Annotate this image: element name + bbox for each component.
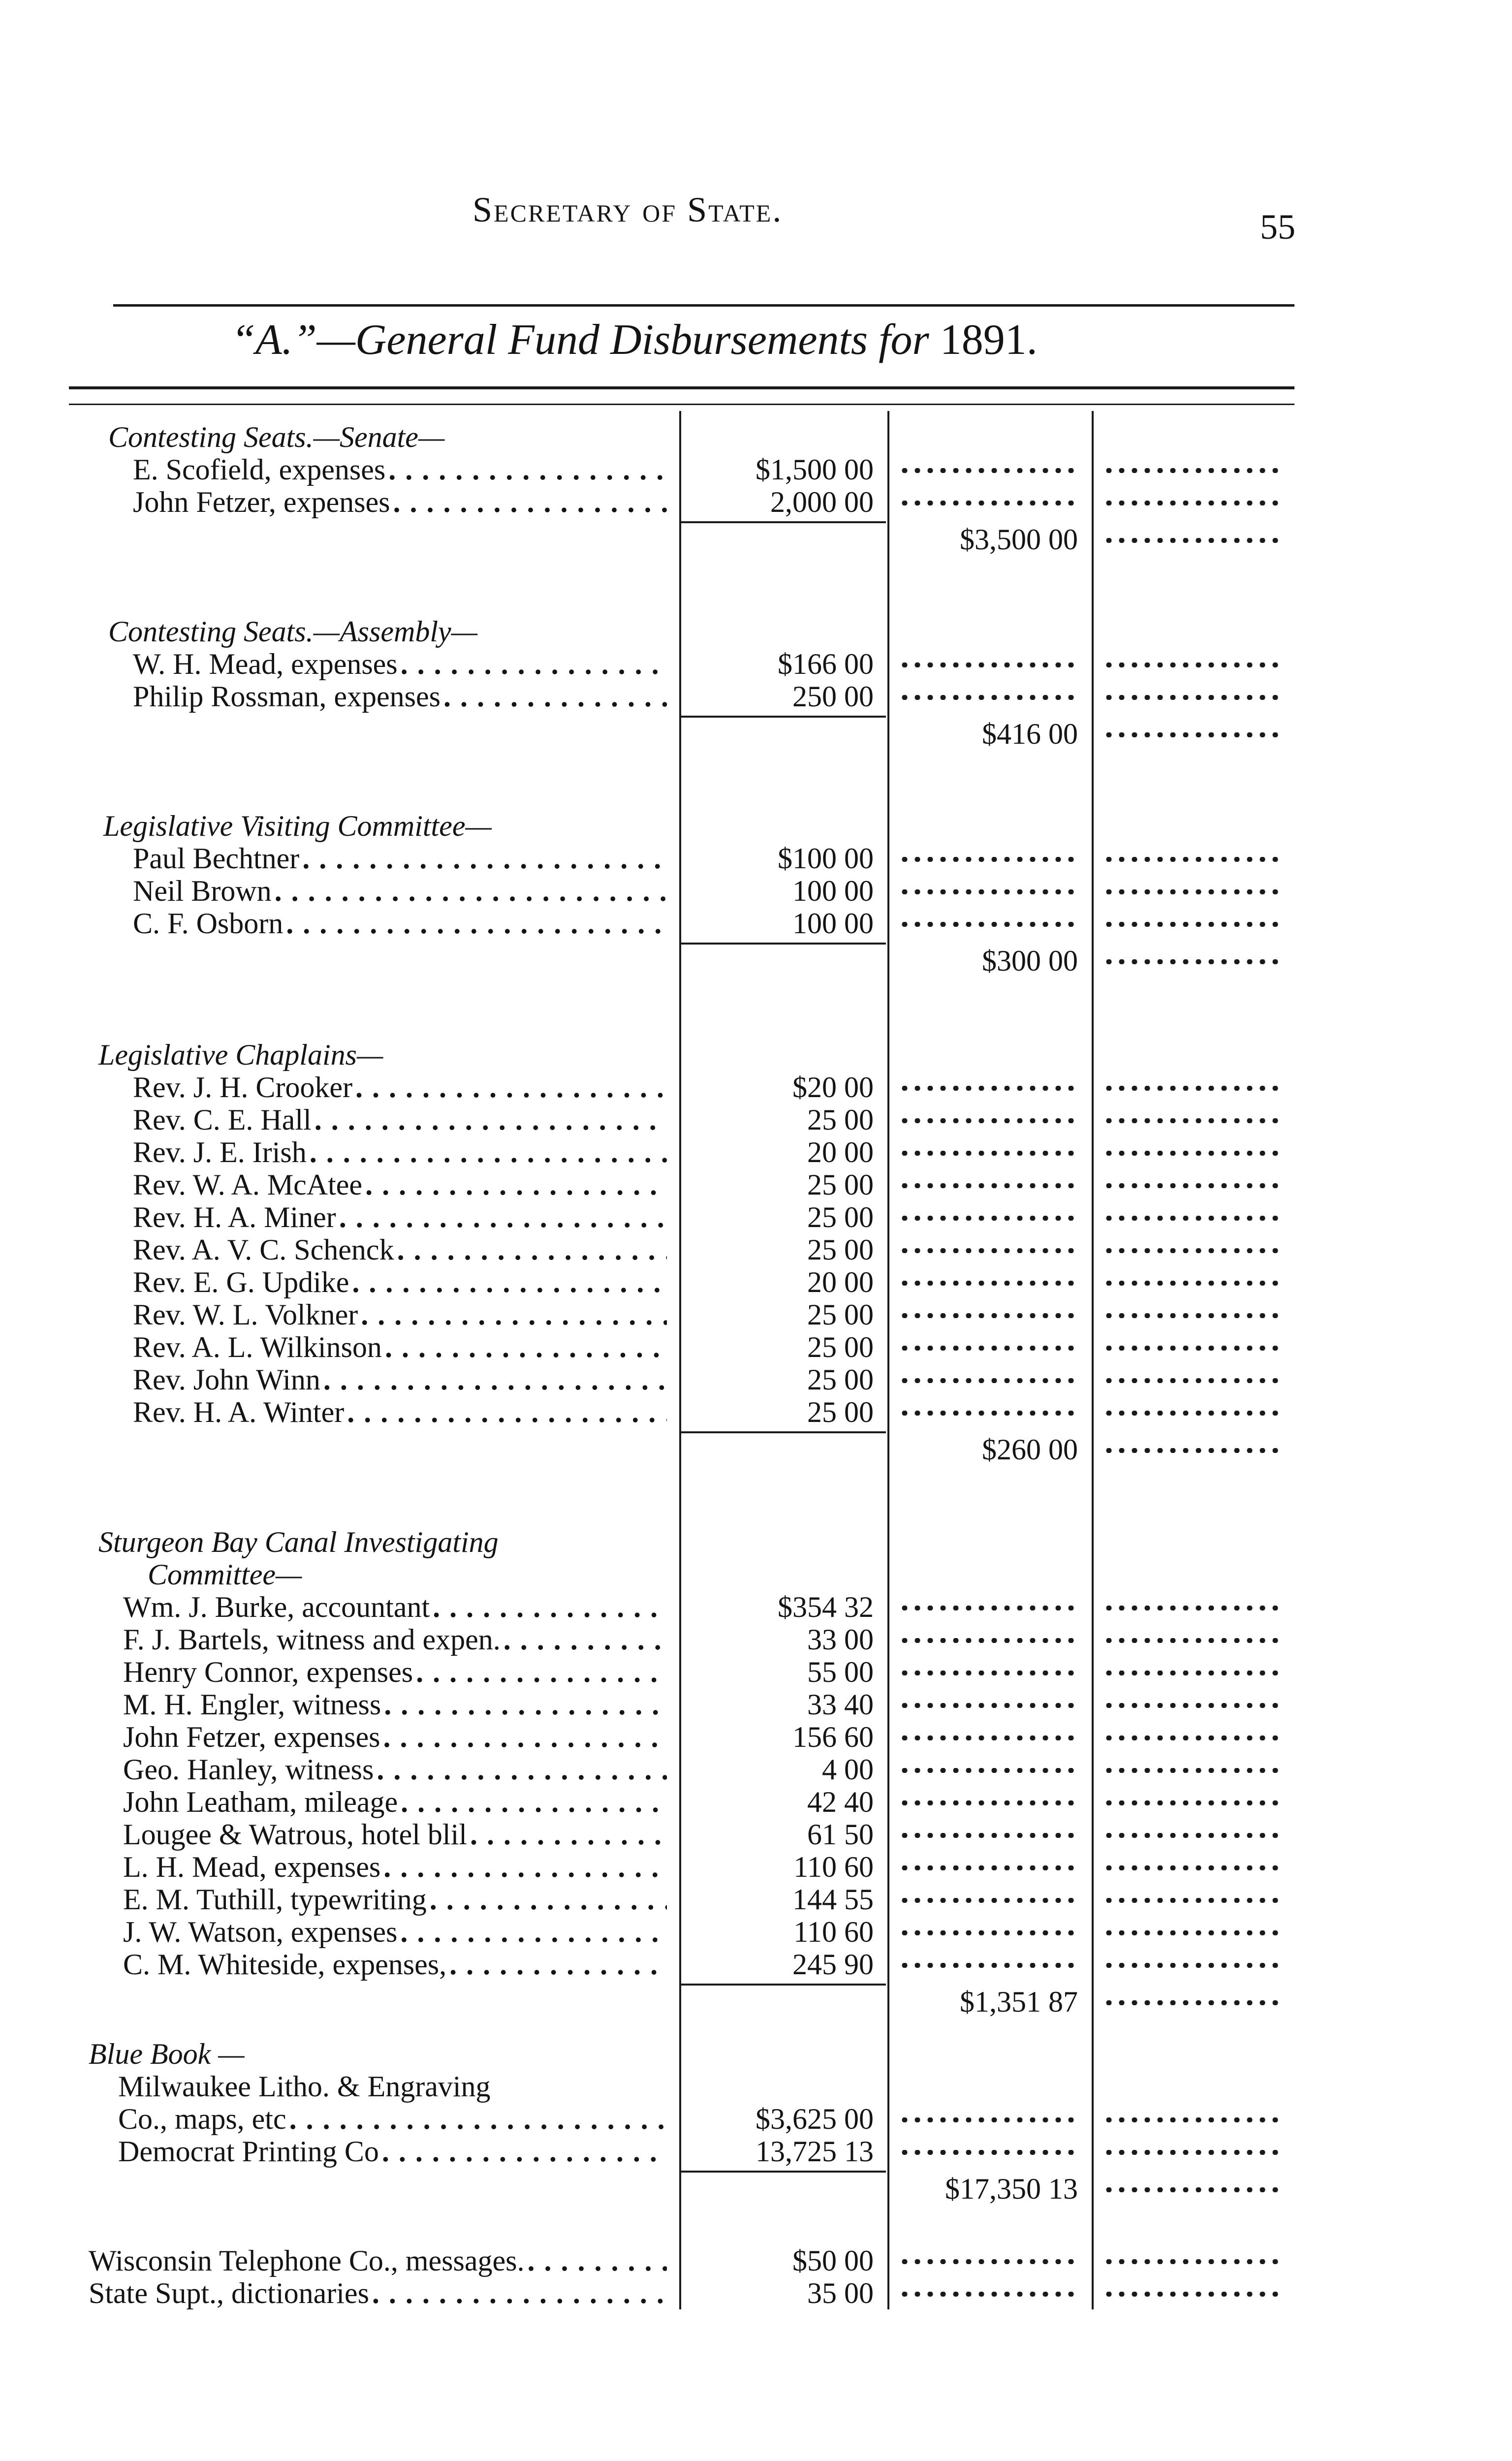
ledger-row bbox=[0, 1753, 1512, 1786]
amount: 25 00 bbox=[807, 1233, 874, 1266]
payee-name-text: Rev. W. L. Volkner bbox=[133, 1298, 361, 1331]
payee-name bbox=[123, 1656, 667, 1688]
ledger-row bbox=[0, 1721, 1512, 1753]
column-rule bbox=[887, 2028, 889, 2269]
payee-name bbox=[133, 1104, 667, 1136]
leader-dots bbox=[1102, 1735, 1285, 1740]
amount: 250 00 bbox=[792, 680, 874, 713]
amount: 25 00 bbox=[807, 1331, 874, 1363]
section-heading-text: Contesting Seats.—Senate— bbox=[108, 421, 445, 453]
leader-dots bbox=[898, 501, 1078, 505]
leader-dots bbox=[1102, 2000, 1285, 2005]
leader-dots bbox=[898, 1898, 1078, 1903]
payee-name-text: State Supt., dictionaries bbox=[89, 2277, 372, 2309]
leader-dots bbox=[898, 2259, 1078, 2264]
section-total: $17,350 13 bbox=[945, 2173, 1078, 2205]
payee-name bbox=[89, 2244, 667, 2277]
amount: 245 90 bbox=[792, 1948, 874, 1981]
leader-dots bbox=[898, 1735, 1078, 1740]
ledger-row bbox=[0, 453, 1512, 486]
ledger-row bbox=[0, 875, 1512, 907]
ledger-row bbox=[0, 1233, 1512, 1266]
payee-name-text: Rev. H. A. Miner bbox=[133, 1201, 339, 1233]
column-rule bbox=[1092, 2028, 1094, 2269]
leader-dots bbox=[898, 1118, 1078, 1123]
leader-dots bbox=[1102, 1448, 1285, 1453]
leader-dots bbox=[898, 1248, 1078, 1253]
section-total-row bbox=[0, 945, 1512, 977]
leader-dots bbox=[1102, 959, 1285, 964]
payee-name-text: E. Scofield, expenses bbox=[133, 453, 388, 486]
payee-name bbox=[133, 486, 667, 518]
leader-dots bbox=[898, 1833, 1078, 1838]
payee-name-text: Rev. John Winn bbox=[133, 1363, 323, 1396]
payee-name bbox=[133, 1168, 667, 1201]
payee-name-text: Co., maps, etc bbox=[118, 2103, 289, 2135]
payee-name bbox=[123, 1721, 667, 1753]
payee-name bbox=[133, 1233, 667, 1266]
ledger-row bbox=[0, 648, 1512, 680]
section-total: $3,500 00 bbox=[960, 523, 1078, 556]
payee-name bbox=[133, 648, 667, 680]
ledger-row bbox=[0, 1298, 1512, 1331]
payee-name bbox=[123, 1688, 667, 1721]
payee-name-text: Rev. A. V. C. Schenck bbox=[133, 1233, 397, 1266]
leader-dots bbox=[898, 1183, 1078, 1188]
amount: 156 60 bbox=[792, 1721, 874, 1753]
payee-name-text: E. M. Tuthill, typewriting bbox=[123, 1883, 430, 1916]
payee-name bbox=[133, 453, 667, 486]
ledger-row bbox=[0, 842, 1512, 875]
leader-dots bbox=[1102, 695, 1285, 700]
leader-dots bbox=[1102, 2187, 1285, 2192]
ledger-row bbox=[0, 1883, 1512, 1916]
section-total-row bbox=[0, 1433, 1512, 1466]
section-heading-text: Blue Book — bbox=[89, 2038, 245, 2070]
ledger-row bbox=[0, 1136, 1512, 1168]
ledger-row bbox=[0, 1623, 1512, 1656]
section-heading bbox=[0, 810, 1512, 842]
leader-dots bbox=[898, 695, 1078, 700]
payee-name-text: M. H. Engler, witness bbox=[123, 1688, 384, 1721]
leader-dots bbox=[1102, 538, 1285, 543]
payee-name-text: Rev. C. E. Hall bbox=[133, 1104, 315, 1136]
payee-name-text: Philip Rossman, expenses bbox=[133, 680, 443, 713]
amount: $3,625 00 bbox=[756, 2103, 874, 2135]
leader-dots bbox=[898, 1638, 1078, 1643]
payee-name-text: L. H. Mead, expenses bbox=[123, 1851, 383, 1883]
leader-dots bbox=[1102, 857, 1285, 862]
column-rule bbox=[679, 1516, 681, 2082]
section-total-row bbox=[0, 718, 1512, 750]
leader-dots bbox=[898, 1151, 1078, 1156]
ledger-row bbox=[0, 1591, 1512, 1623]
amount: 20 00 bbox=[807, 1266, 874, 1298]
payee-name bbox=[133, 1363, 667, 1396]
ledger-row bbox=[0, 680, 1512, 713]
section-heading bbox=[0, 2038, 1512, 2070]
payee-name bbox=[133, 1331, 667, 1363]
payee-name bbox=[133, 1201, 667, 1233]
amount: 35 00 bbox=[807, 2277, 874, 2309]
payee-name-text: Geo. Hanley, witness bbox=[123, 1753, 377, 1786]
leader-dots bbox=[898, 2150, 1078, 2155]
section-heading-text: Legislative Visiting Committee— bbox=[103, 810, 492, 842]
payee-name-text: W. H. Mead, expenses bbox=[133, 648, 401, 680]
section-total: $416 00 bbox=[982, 718, 1078, 750]
amount: 55 00 bbox=[807, 1656, 874, 1688]
payee-name-text: F. J. Bartels, witness and expen. bbox=[123, 1623, 504, 1656]
payee-name bbox=[133, 1266, 667, 1298]
ledger-row bbox=[0, 1168, 1512, 1201]
leader-dots bbox=[1102, 501, 1285, 505]
payee-name-text: Rev. E. G. Updike bbox=[133, 1266, 352, 1298]
leader-dots bbox=[898, 1313, 1078, 1318]
ledger-row bbox=[0, 1851, 1512, 1883]
leader-dots bbox=[898, 1378, 1078, 1383]
amount: $166 00 bbox=[778, 648, 874, 680]
payee-name-text: Rev. H. A. Winter bbox=[133, 1396, 347, 1428]
amount: $100 00 bbox=[778, 842, 874, 875]
column-rule bbox=[679, 2235, 681, 2309]
payee-name bbox=[89, 2277, 667, 2309]
leader-dots bbox=[1102, 1833, 1285, 1838]
payee-name bbox=[133, 907, 667, 940]
running-head: Secretary of State. bbox=[472, 190, 783, 229]
column-rule bbox=[1092, 2235, 1094, 2309]
section-heading-text: Legislative Chaplains— bbox=[98, 1039, 383, 1071]
payee-name-text: Wisconsin Telephone Co., messages. bbox=[89, 2244, 527, 2277]
amount: 25 00 bbox=[807, 1396, 874, 1428]
section-total-row bbox=[0, 523, 1512, 556]
payee-name-text: Rev. W. A. McAtee bbox=[133, 1168, 365, 1201]
amount: 110 60 bbox=[793, 1916, 874, 1948]
section-total: $260 00 bbox=[982, 1433, 1078, 1466]
amount: 2,000 00 bbox=[770, 486, 874, 518]
payee-name bbox=[133, 1071, 667, 1104]
payee-name-text: Rev. J. H. Crooker bbox=[133, 1071, 355, 1104]
leader-dots bbox=[898, 1086, 1078, 1091]
ledger-row bbox=[0, 1688, 1512, 1721]
leader-dots bbox=[1102, 2292, 1285, 2297]
leader-dots bbox=[1102, 1930, 1285, 1935]
table-title-year: 1891. bbox=[940, 316, 1038, 364]
payee-name-text: Lougee & Watrous, hotel blil bbox=[123, 1818, 470, 1851]
payee-name bbox=[118, 2135, 667, 2168]
leader-dots bbox=[1102, 732, 1285, 737]
section-heading bbox=[0, 1526, 1512, 1558]
payee-name bbox=[133, 875, 667, 907]
payee-name bbox=[123, 1753, 667, 1786]
leader-dots bbox=[1102, 1151, 1285, 1156]
column-rule bbox=[887, 1516, 889, 2082]
payee-name bbox=[133, 680, 667, 713]
table-title-text: “A.”—General Fund Disbursements for bbox=[231, 316, 929, 364]
payee-name-text: Neil Brown bbox=[133, 875, 275, 907]
section-heading-text: Contesting Seats.—Assembly— bbox=[108, 615, 477, 648]
leader-dots bbox=[1102, 1963, 1285, 1968]
amount: $354 32 bbox=[778, 1591, 874, 1623]
leader-dots bbox=[898, 1606, 1078, 1610]
leader-dots bbox=[1102, 1411, 1285, 1416]
ledger-row bbox=[0, 486, 1512, 518]
amount: 100 00 bbox=[792, 907, 874, 940]
ledger-row bbox=[0, 1201, 1512, 1233]
leader-dots bbox=[1102, 1768, 1285, 1773]
amount: 13,725 13 bbox=[756, 2135, 874, 2168]
leader-dots bbox=[1102, 1800, 1285, 1805]
payee-name bbox=[123, 1948, 667, 1981]
payee-name bbox=[123, 1883, 667, 1916]
section-heading-continued bbox=[0, 1558, 1512, 1591]
ledger-row bbox=[0, 1071, 1512, 1104]
title-rule-thin bbox=[69, 404, 1294, 405]
amount: 25 00 bbox=[807, 1363, 874, 1396]
payee-name-text: John Leatham, mileage bbox=[123, 1786, 401, 1818]
section-heading bbox=[0, 421, 1512, 453]
section-total: $1,351 87 bbox=[960, 1986, 1078, 2018]
payee-name bbox=[118, 2070, 667, 2103]
leader-dots bbox=[1102, 889, 1285, 894]
amount: 61 50 bbox=[807, 1818, 874, 1851]
amount: $1,500 00 bbox=[756, 453, 874, 486]
ledger-row bbox=[0, 1266, 1512, 1298]
payee-name bbox=[123, 1623, 667, 1656]
leader-dots bbox=[1102, 663, 1285, 667]
amount: 25 00 bbox=[807, 1201, 874, 1233]
ledger-row bbox=[0, 2244, 1512, 2277]
leader-dots bbox=[1102, 1281, 1285, 1286]
column-rule bbox=[1092, 1029, 1094, 1599]
leader-dots bbox=[898, 1930, 1078, 1935]
payee-name-text: C. F. Osborn bbox=[133, 907, 286, 940]
leader-dots bbox=[1102, 922, 1285, 927]
ledger-row bbox=[0, 2277, 1512, 2309]
leader-dots bbox=[1102, 1703, 1285, 1708]
leader-dots bbox=[898, 1216, 1078, 1221]
leader-dots bbox=[1102, 1378, 1285, 1383]
leader-dots bbox=[898, 1800, 1078, 1805]
ledger-row bbox=[0, 1363, 1512, 1396]
ledger-row bbox=[0, 1786, 1512, 1818]
leader-dots bbox=[1102, 1118, 1285, 1123]
amount: 33 40 bbox=[807, 1688, 874, 1721]
ledger-row bbox=[0, 1331, 1512, 1363]
section-heading bbox=[0, 615, 1512, 648]
payee-name-text: John Fetzer, expenses bbox=[123, 1721, 383, 1753]
column-rule bbox=[679, 2028, 681, 2269]
leader-dots bbox=[898, 1768, 1078, 1773]
ledger-row bbox=[0, 1818, 1512, 1851]
amount: 42 40 bbox=[807, 1786, 874, 1818]
ledger-row bbox=[0, 907, 1512, 940]
leader-dots bbox=[1102, 1313, 1285, 1318]
amount: 4 00 bbox=[822, 1753, 874, 1786]
payee-name-text: Rev. A. L. Wilkinson bbox=[133, 1331, 385, 1363]
section-total: $300 00 bbox=[982, 945, 1078, 977]
amount: 20 00 bbox=[807, 1136, 874, 1168]
column-rule bbox=[887, 1029, 889, 1599]
ledger-row bbox=[0, 1948, 1512, 1981]
leader-dots bbox=[898, 922, 1078, 927]
column-rule bbox=[887, 2235, 889, 2309]
leader-dots bbox=[1102, 1865, 1285, 1870]
ledger-row bbox=[0, 1656, 1512, 1688]
leader-dots bbox=[898, 663, 1078, 667]
title-rule bbox=[69, 386, 1294, 389]
column-rule bbox=[679, 1029, 681, 1599]
leader-dots bbox=[898, 2117, 1078, 2122]
payee-name-text: John Fetzer, expenses bbox=[133, 486, 393, 518]
payee-name bbox=[123, 1851, 667, 1883]
payee-name bbox=[123, 1916, 667, 1948]
amount: 100 00 bbox=[792, 875, 874, 907]
payee-name bbox=[123, 1818, 667, 1851]
leader-dots bbox=[1102, 1898, 1285, 1903]
leader-dots bbox=[1102, 1086, 1285, 1091]
column-rule bbox=[1092, 1516, 1094, 2082]
section-heading bbox=[0, 1039, 1512, 1071]
leader-dots bbox=[1102, 468, 1285, 473]
payee-name bbox=[133, 1396, 667, 1428]
amount: 25 00 bbox=[807, 1298, 874, 1331]
ledger-row bbox=[0, 1396, 1512, 1428]
leader-dots bbox=[1102, 1248, 1285, 1253]
payee-name bbox=[123, 1786, 667, 1818]
amount: 144 55 bbox=[792, 1883, 874, 1916]
payee-name bbox=[123, 1591, 667, 1623]
amount: 33 00 bbox=[807, 1623, 874, 1656]
leader-dots bbox=[898, 1865, 1078, 1870]
leader-dots bbox=[1102, 1346, 1285, 1351]
leader-dots bbox=[1102, 2150, 1285, 2155]
section-heading-text: Sturgeon Bay Canal Investigating bbox=[98, 1526, 499, 1558]
leader-dots bbox=[1102, 1216, 1285, 1221]
amount: 110 60 bbox=[793, 1851, 874, 1883]
ledger-row bbox=[0, 1916, 1512, 1948]
section-heading-text: Committee— bbox=[148, 1558, 302, 1591]
payee-name bbox=[133, 1136, 667, 1168]
leader-dots bbox=[898, 889, 1078, 894]
leader-dots bbox=[898, 1411, 1078, 1416]
leader-dots bbox=[1102, 1183, 1285, 1188]
leader-dots bbox=[1102, 1638, 1285, 1643]
leader-dots bbox=[898, 1963, 1078, 1968]
ledger-row bbox=[0, 1104, 1512, 1136]
leader-dots bbox=[1102, 2117, 1285, 2122]
table-title bbox=[231, 315, 1038, 365]
header-rule bbox=[113, 304, 1294, 307]
ledger-row bbox=[0, 2103, 1512, 2135]
payee-name-text: Henry Connor, expenses bbox=[123, 1656, 416, 1688]
leader-dots bbox=[898, 1671, 1078, 1675]
payee-name bbox=[133, 1298, 667, 1331]
leader-dots bbox=[1102, 1671, 1285, 1675]
amount: 25 00 bbox=[807, 1168, 874, 1201]
page-number: 55 bbox=[1260, 207, 1295, 247]
section-total-row bbox=[0, 2173, 1512, 2205]
payee-name-text: Paul Bechtner bbox=[133, 842, 302, 875]
leader-dots bbox=[898, 468, 1078, 473]
payee-name-text: C. M. Whiteside, expenses, bbox=[123, 1948, 449, 1981]
leader-dots bbox=[1102, 1606, 1285, 1610]
payee-name bbox=[133, 842, 667, 875]
payee-name-text: Milwaukee Litho. & Engraving bbox=[118, 2070, 494, 2103]
ledger-row bbox=[0, 2070, 1512, 2103]
leader-dots bbox=[898, 1346, 1078, 1351]
amount: 25 00 bbox=[807, 1104, 874, 1136]
ledger-row bbox=[0, 2135, 1512, 2168]
amount: $20 00 bbox=[792, 1071, 874, 1104]
payee-name-text: Rev. J. E. Irish bbox=[133, 1136, 310, 1168]
amount: $50 00 bbox=[792, 2244, 874, 2277]
payee-name-text: J. W. Watson, expenses bbox=[123, 1916, 400, 1948]
leader-dots bbox=[1102, 2259, 1285, 2264]
leader-dots bbox=[898, 857, 1078, 862]
payee-name-text: Democrat Printing Co bbox=[118, 2135, 382, 2168]
leader-dots bbox=[898, 2292, 1078, 2297]
section-total-row bbox=[0, 1986, 1512, 2018]
payee-name-text: Wm. J. Burke, accountant bbox=[123, 1591, 433, 1623]
leader-dots bbox=[898, 1281, 1078, 1286]
payee-name bbox=[118, 2103, 667, 2135]
leader-dots bbox=[898, 1703, 1078, 1708]
